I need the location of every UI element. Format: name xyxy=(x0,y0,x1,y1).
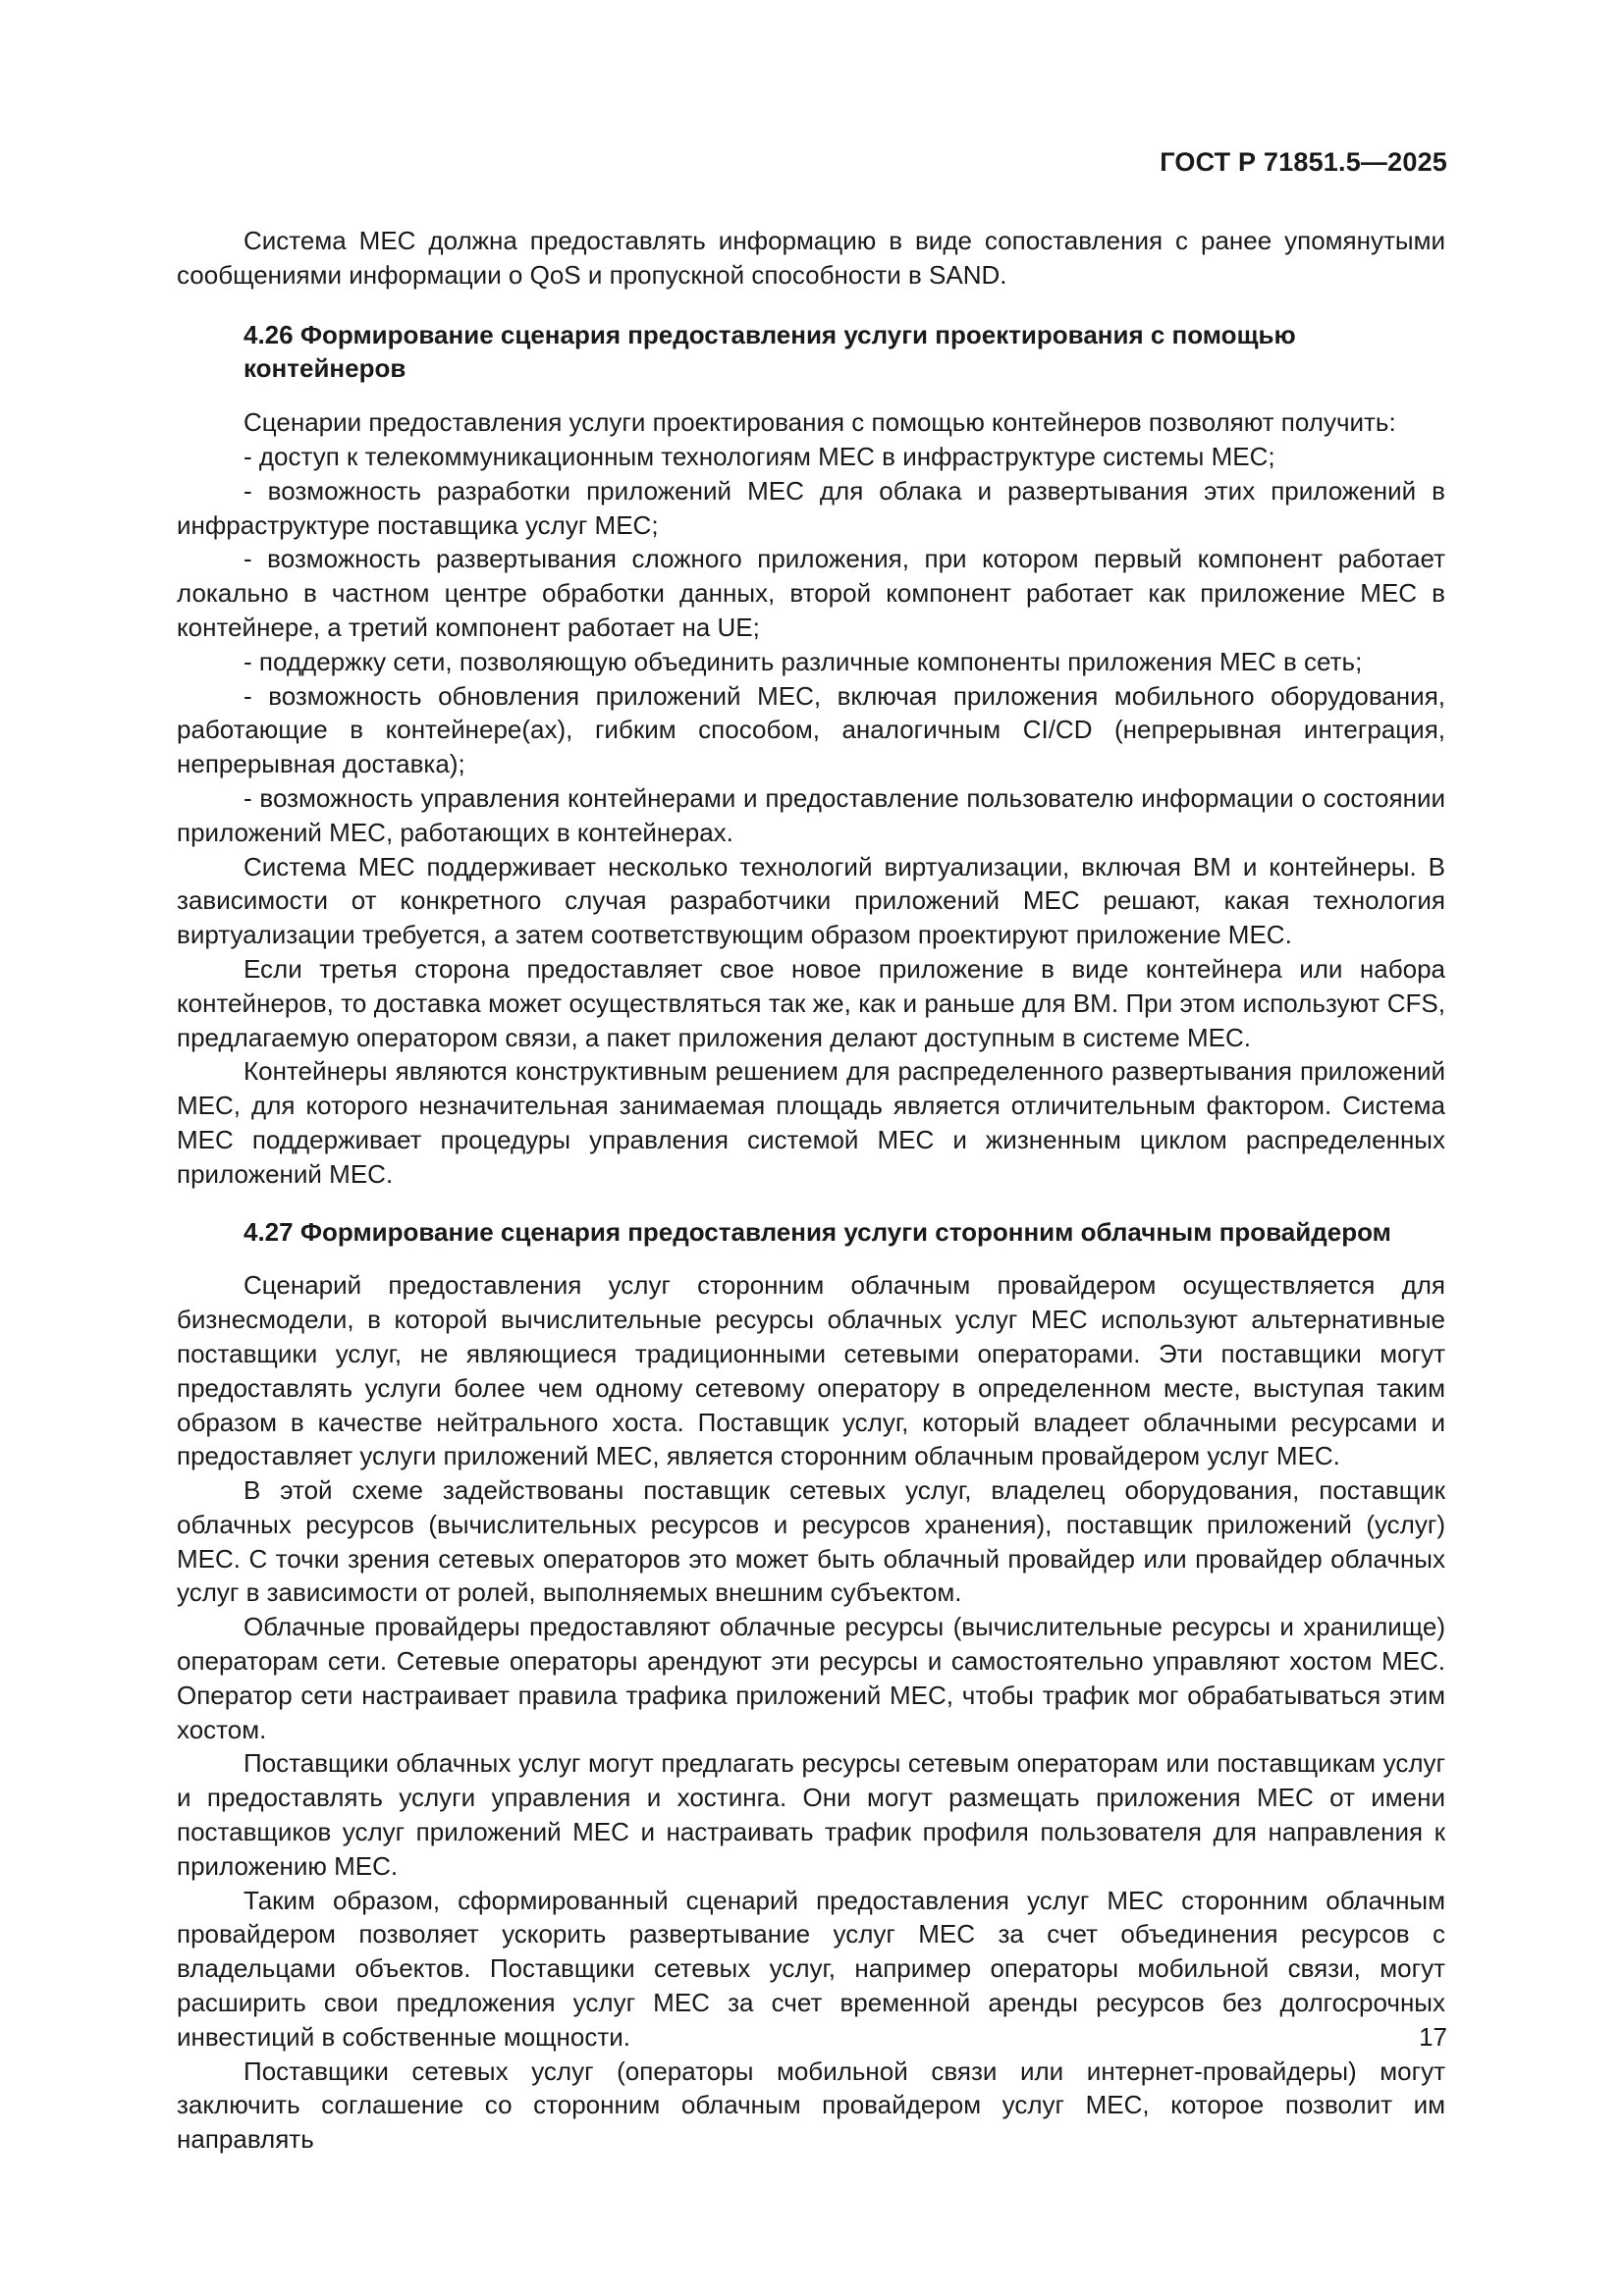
page-number: 17 xyxy=(1419,2022,1447,2052)
list-item: - поддержку сети, позволяющую объединить различные компоненты приложения МЕС в сеть; xyxy=(244,646,1363,676)
list-item: - возможность развертывания сложного приложения, при котором первый компонент работает локально в частном центре обработки данных, второй компонент работает как приложение МЕС в контейнере, а третий компонент работает на UE; xyxy=(177,544,1445,642)
document-body xyxy=(177,224,1445,2157)
section-4-27-title: 4.27 Формирование сценария предоставления услуги сторонним облачным провайдером xyxy=(244,1216,1391,1247)
paragraph: Контейнеры являются конструктивным решением для распределенного развертывания приложений МЕС, для которого незначительная занимаемая площадь является отличительным фактором. Система МЕС поддерживает процедуры управления системой МЕС и жизненным циклом распределенных приложений МЕС. xyxy=(177,1056,1445,1189)
section-4-26-title: 4.26 Формирование сценария предоставления услуги проектирования с помощью контейнеров xyxy=(244,319,1296,384)
paragraph: Сценарий предоставления услуг сторонним облачным провайдером осуществляется для бизнесмодели, в которой вычислительные ресурсы облачных услуг МЕС используют альтернативные поставщики услуг, не являющиеся традиционными сетевыми операторами. Эти поставщики могут предоставлять услуги более чем одному сетевому оператору в определенном месте, выступая таким образом в качестве нейтрального хоста. Поставщик услуг, который владеет облачными ресурсами и предоставляет услуги приложений МЕС, является сторонним облачным провайдером услуг МЕС. xyxy=(177,1270,1445,1471)
paragraph: Таким образом, сформированный сценарий предоставления услуг МЕС сторонним облачным провайдером позволяет ускорить развертывание услуг МЕС за счет объединения ресурсов с владельцами объектов. Поставщики сетевых услуг, например операторы мобильной связи, могут расширить свои предложения услуг МЕС за счет временной аренды ресурсов без долгосрочных инвестиций в собственные мощности. xyxy=(177,1885,1445,2052)
standard-header: ГОСТ Р 71851.5—2025 xyxy=(1160,147,1447,177)
paragraph: В этой схеме задействованы поставщик сетевых услуг, владелец оборудования, поставщик облачных ресурсов (вычислительных ресурсов и ресурсов хранения), поставщик приложений (услуг) МЕС. С точки зрения сетевых операторов это может быть облачный провайдер или провайдер облачных услуг в зависимости от ролей, выполняемых внешним субъектом. xyxy=(177,1475,1445,1608)
paragraph: Облачные провайдеры предоставляют облачные ресурсы (вычислительные ресурсы и хранилище) операторам сети. Сетевые операторы арендуют эти ресурсы и самостоятельно управляют хостом МЕС. Оператор сети настраивает правила трафика приложений МЕС, чтобы трафик мог обрабатываться этим хостом. xyxy=(177,1612,1445,1744)
paragraph: Поставщики сетевых услуг (операторы мобильной связи или интернет-провайдеры) могут заключить соглашение со сторонним облачным провайдером услуг МЕС, которое позволит им направлять xyxy=(177,2056,1445,2155)
paragraph: Система МЕС поддерживает несколько технологий виртуализации, включая ВМ и контейнеры. В зависимости от конкретного случая разработчики приложений МЕС решают, какая технология виртуализации требуется, а затем соответствующим образом проектируют приложение МЕС. xyxy=(177,851,1445,950)
intro-paragraph: Система МЕС должна предоставлять информацию в виде сопоставления с ранее упомянутыми сообщениями информации о QoS и пропускной способности в SAND. xyxy=(177,226,1445,290)
list-item: - возможность разработки приложений МЕС для облака и развертывания этих приложений в инфраструктуре поставщика услуг МЕС; xyxy=(177,475,1445,540)
section-4-26-lead: Сценарии предоставления услуги проектирования с помощью контейнеров позволяют получить: xyxy=(244,407,1396,438)
list-item: - доступ к телекоммуникационным технологиям МЕС в инфраструктуре системы МЕС; xyxy=(244,441,1275,471)
list-item: - возможность обновления приложений МЕС, включая приложения мобильного оборудования, работающие в контейнере(ах), гибким способом, аналогичным CI/CD (непрерывная интеграция, непрерывная доставка); xyxy=(177,680,1445,779)
paragraph: Поставщики облачных услуг могут предлагать ресурсы сетевым операторам или поставщикам услуг и предоставлять услуги управления и хостинга. Они могут размещать приложения МЕС от имени поставщиков услуг приложений МЕС и настраивать трафик профиля пользователя для направления к приложению МЕС. xyxy=(177,1748,1445,1881)
list-item: - возможность управления контейнерами и предоставление пользователю информации о состоянии приложений МЕС, работающих в контейнерах. xyxy=(177,782,1445,847)
paragraph: Если третья сторона предоставляет свое новое приложение в виде контейнера или набора контейнеров, то доставка может осуществляться так же, как и раньше для ВМ. При этом используют CFS, предлагаемую оператором связи, а пакет приложения делают доступным в системе МЕС. xyxy=(177,953,1445,1052)
